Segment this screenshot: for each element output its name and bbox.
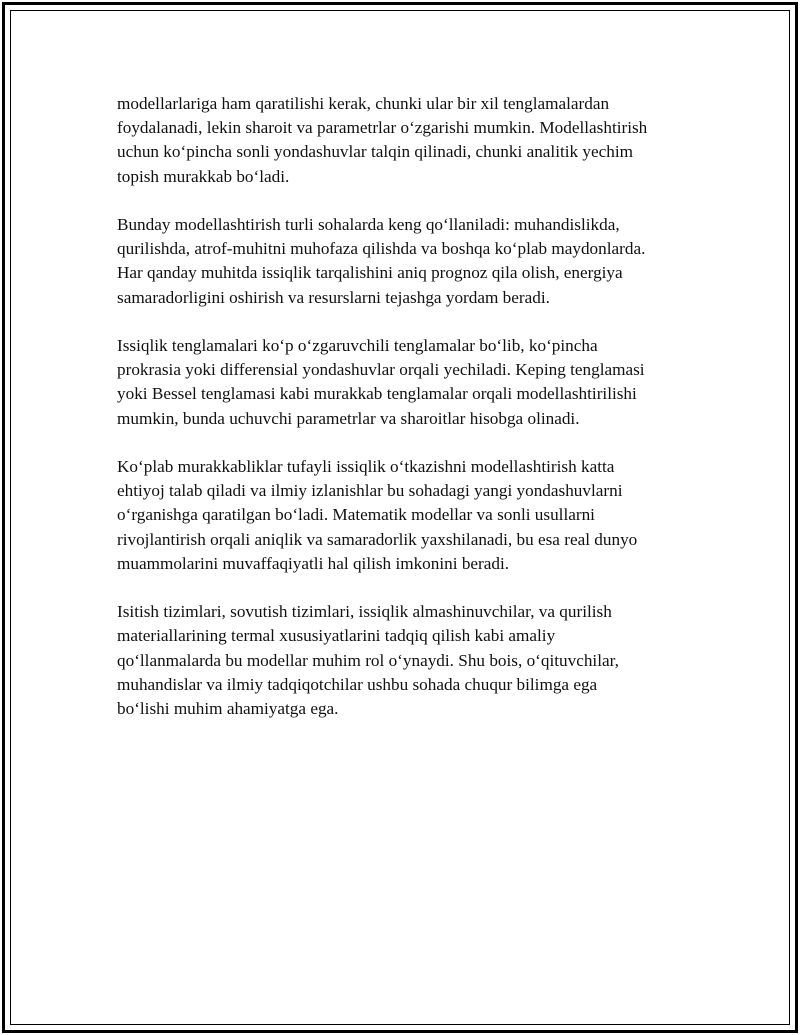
text-line: bo‘lishi muhim ahamiyatga ega. — [117, 699, 339, 719]
paragraph-3 — [117, 334, 717, 431]
text-line: muhandislar va ilmiy tadqiqotchilar ushbu sohada chuqur bilimga ega — [117, 674, 598, 694]
text-line: topish murakkab bo‘ladi. — [117, 166, 290, 186]
paragraph-5 — [117, 600, 717, 721]
text-line: modellarlariga ham qaratilishi kerak, chunki ular bir xil tenglamalardan — [117, 94, 610, 113]
text-line: Issiqlik tenglamalari ko‘p o‘zgaruvchili tenglamalar bo‘lib, ko‘pincha — [117, 336, 598, 355]
text-line: yoki Bessel tenglamasi kabi murakkab tenglamalar orqali modellashtirilishi — [117, 384, 637, 404]
text-line: Isitish tizimlari, sovutish tizimlari, issiqlik almashinuvchilar, va qurilish — [117, 602, 612, 622]
text-line: Har qanday muhitda issiqlik tarqalishini aniq prognoz qila olish, energiya — [117, 263, 623, 283]
text-line: samaradorligini oshirish va resurslarni tejashga yordam beradi. — [117, 287, 550, 307]
text-line: mumkin, bunda uchuvchi parametrlar va sharoitlar hisobga olinadi. — [117, 408, 580, 428]
text-line: rivojlantirish orqali aniqlik va samaradorlik yaxshilanadi, bu esa real dunyo — [117, 529, 638, 549]
text-line: muammolarini muvaffaqiyatli hal qilish imkonini beradi. — [117, 553, 510, 573]
text-line: qurilishda, atrof-muhitni muhofaza qilishda va boshqa ko‘plab maydonlarda. — [117, 239, 646, 259]
text-line: Bunday modellashtirish turli sohalarda keng qo‘llaniladi: muhandislikda, — [117, 215, 620, 234]
document-body — [117, 92, 717, 745]
text-line: Ko‘plab murakkabliklar tufayli issiqlik o‘tkazishni modellashtirish katta — [117, 457, 615, 476]
text-line: prokrasia yoki differensial yondashuvlar orqali yechiladi. Keping tenglamasi — [117, 360, 645, 380]
text-line: o‘rganishga qaratilgan bo‘ladi. Matematik modellar va sonli usullarni — [117, 505, 595, 525]
text-line: foydalanadi, lekin sharoit va parametrlar o‘zgarishi mumkin. Modellashtirish — [117, 118, 648, 138]
paragraph-4 — [117, 455, 717, 576]
paragraph-1 — [117, 92, 717, 189]
paragraph-2 — [117, 213, 717, 310]
text-line: uchun ko‘pincha sonli yondashuvlar talqin qilinadi, chunki analitik yechim — [117, 142, 633, 162]
text-line: qo‘llanmalarda bu modellar muhim rol o‘ynaydi. Shu bois, o‘qituvchilar, — [117, 650, 619, 670]
text-line: ehtiyoj talab qiladi va ilmiy izlanishlar bu sohadagi yangi yondashuvlarni — [117, 481, 623, 501]
text-line: materiallarining termal xususiyatlarini tadqiq qilish kabi amaliy — [117, 626, 556, 646]
